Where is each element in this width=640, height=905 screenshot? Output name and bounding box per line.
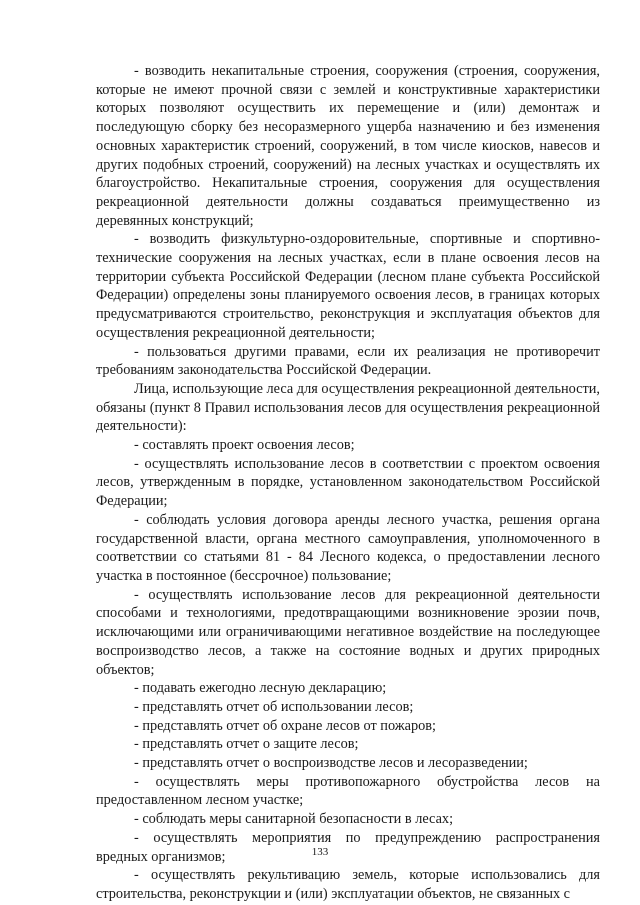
page-number: 133	[311, 846, 329, 858]
paragraph: - представлять отчет о защите лесов;	[134, 736, 359, 753]
paragraph: - осуществлять использование лесов для рекреационной деятельности способами и технологиями, предотвращающими возникновение эрозии почв, исключающими или ограничивающими негативное воздействие на последующее воспроизводство лесов, а также на состояние водных и других природных объектов;	[96, 586, 600, 678]
paragraph: - подавать ежегодно лесную декларацию;	[134, 680, 387, 697]
paragraph: - осуществлять использование лесов в соответствии с проектом освоения лесов, утвержденным в порядке, установленном законодательством Российской Федерации;	[96, 455, 600, 510]
paragraph: - осуществлять мероприятия по предупреждению распространения вредных организмов;	[96, 829, 600, 865]
paragraph: - возводить некапитальные строения, сооружения (строения, сооружения, которые не имеют прочной связи с землей и конструктивные характеристики которых позволяют осуществить их перемещение и (или) демонтаж и последующую сборку без несоразмерного ущерба назначению и без изменения основных характеристик строений, сооружений, в том числе киосков, навесов и других подобных строений, сооружений) на лесных участках и осуществлять их благоустройство. Некапитальные строения, сооружения для осуществления рекреационной деятельности должны создаваться преимущественно из деревянных конструкций;	[96, 63, 600, 229]
paragraph: - возводить физкультурно-оздоровительные, спортивные и спортивно-технические сооружения на лесных участках, если в плане освоения лесов на территории субъекта Российской Федерации (лесном плане субъекта Российской Федерации) определены зоны планируемого освоения лесов, в границах которых предусматриваются строительство, реконструкция и эксплуатация объектов для осуществления рекреационной деятельности;	[96, 231, 600, 341]
paragraph: - составлять проект освоения лесов;	[134, 437, 355, 454]
paragraph: - осуществлять рекультивацию земель, которые использовались для строительства, реконструкции и (или) эксплуатации объектов, не связанных с	[96, 867, 600, 902]
paragraph: - представлять отчет о воспроизводстве лесов и лесоразведении;	[134, 755, 528, 772]
paragraph: - соблюдать меры санитарной безопасности в лесах;	[134, 811, 454, 828]
paragraph: - пользоваться другими правами, если их реализация не противоречит требованиям законодательства Российской Федерации.	[96, 343, 600, 379]
paragraph: Лица, использующие леса для осуществления рекреационной деятельности, обязаны (пункт 8 Правил использования лесов для осуществления рекреационной деятельности):	[96, 380, 600, 435]
document-body	[96, 62, 600, 904]
paragraph: - осуществлять меры противопожарного обустройства лесов на предоставленном лесном участке;	[96, 773, 600, 809]
paragraph: - соблюдать условия договора аренды лесного участка, решения органа государственной власти, органа местного самоуправления, уполномоченного в соответствии со статьями 81 - 84 Лесного кодекса, о предоставлении лесного участка в постоянное (бессрочное) пользование;	[96, 511, 600, 584]
paragraph: - представлять отчет об использовании лесов;	[134, 698, 414, 715]
paragraph: - представлять отчет об охране лесов от пожаров;	[134, 717, 436, 734]
